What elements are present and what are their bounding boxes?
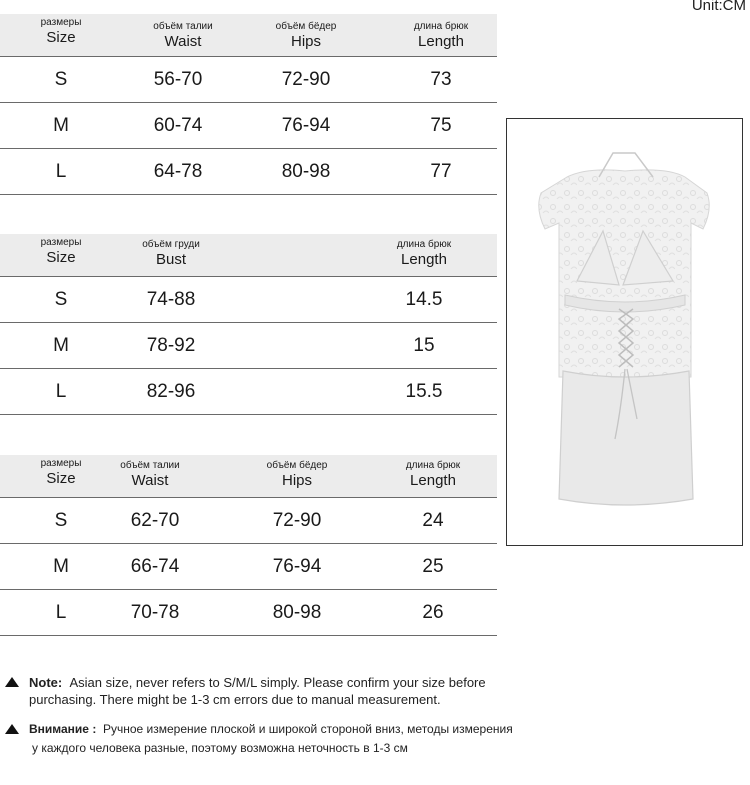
header-size [41, 234, 82, 267]
header-ru: размеры [40, 237, 82, 248]
size-cell: L [55, 602, 67, 623]
length-cell: 75 [430, 115, 452, 136]
length-cell: 14.5 [405, 289, 443, 310]
table-row [0, 103, 497, 149]
size-table-1 [0, 14, 497, 195]
table-row [0, 276, 497, 323]
header-ru: размеры [40, 458, 82, 469]
note-line-1 [5, 674, 515, 691]
header-en: Size [46, 29, 76, 46]
triangle-icon [5, 677, 19, 687]
table-header [0, 234, 497, 276]
bust-cell: 78-92 [146, 335, 196, 356]
waist-cell: 70-78 [130, 602, 180, 623]
table-header [0, 455, 497, 497]
header-bust [142, 234, 200, 269]
length-cell: 26 [422, 602, 444, 623]
size-cell: M [53, 335, 69, 356]
product-image [506, 118, 743, 546]
header-en: Length [410, 472, 456, 489]
note-text: Asian size, never refers to S/M/L simply. Please confirm your size before [69, 675, 486, 690]
bust-cell: 74-88 [146, 289, 196, 310]
note-line-2: у каждого человека разные, поэтому возможна неточность в 1-3 см [32, 741, 408, 755]
header-size [41, 14, 82, 47]
size-cell: M [53, 115, 69, 136]
size-cell: L [55, 381, 67, 402]
waist-cell: 66-74 [130, 556, 180, 577]
size-table-3 [0, 455, 497, 636]
header-en: Hips [281, 472, 313, 489]
note-line-2: purchasing. There might be 1-3 cm errors due to manual measurement. [29, 692, 441, 707]
length-cell: 73 [430, 69, 452, 90]
size-cell: M [53, 556, 69, 577]
waist-cell: 64-78 [153, 161, 203, 182]
header-en: Size [46, 249, 76, 266]
note-russian [5, 721, 525, 757]
header-ru: объём груди [142, 239, 200, 250]
note-label: Note: [29, 675, 63, 690]
hips-cell: 76-94 [272, 556, 322, 577]
table-row [0, 323, 497, 369]
size-cell: S [54, 69, 68, 90]
header-en: Waist [164, 33, 202, 50]
waist-cell: 56-70 [153, 69, 203, 90]
hips-cell: 72-90 [272, 510, 322, 531]
length-cell: 24 [422, 510, 444, 531]
hips-cell: 80-98 [281, 161, 331, 182]
table-row [0, 590, 497, 636]
header-ru: длина брюк [396, 239, 452, 250]
header-en: Waist [131, 472, 169, 489]
hips-cell: 80-98 [272, 602, 322, 623]
hips-cell: 76-94 [281, 115, 331, 136]
size-cell: L [55, 161, 67, 182]
hips-cell: 72-90 [281, 69, 331, 90]
header-ru: длина брюк [413, 21, 469, 32]
header-waist [153, 14, 212, 51]
table-row [0, 149, 497, 195]
header-length [406, 455, 460, 490]
header-hips [267, 455, 328, 490]
table-header [0, 14, 497, 56]
header-en: Bust [155, 251, 187, 268]
header-en: Length [401, 251, 447, 268]
header-ru: объём талии [153, 21, 213, 32]
header-length [397, 234, 451, 269]
size-cell: S [54, 510, 68, 531]
header-ru: размеры [40, 17, 82, 28]
note-english [5, 674, 515, 708]
triangle-icon [5, 724, 19, 734]
table-row [0, 56, 497, 103]
header-ru: объём бёдер [275, 21, 337, 32]
table-row [0, 544, 497, 590]
header-size [41, 455, 82, 488]
note-label: Внимание : [29, 722, 97, 736]
header-ru: длина брюк [405, 460, 461, 471]
dress-illustration [507, 119, 742, 545]
header-length [414, 14, 468, 51]
unit-label: Unit:CM [691, 0, 746, 14]
table-row [0, 497, 497, 544]
table-row [0, 369, 497, 415]
header-en: Hips [290, 33, 322, 50]
bust-cell: 82-96 [146, 381, 196, 402]
size-table-2 [0, 234, 497, 415]
header-ru: объём бёдер [266, 460, 328, 471]
size-cell: S [54, 289, 68, 310]
header-ru: объём талии [120, 460, 180, 471]
waist-cell: 62-70 [130, 510, 180, 531]
note-line-1 [5, 721, 525, 738]
waist-cell: 60-74 [153, 115, 203, 136]
header-hips [276, 14, 337, 51]
header-en: Length [418, 33, 464, 50]
length-cell: 25 [422, 556, 444, 577]
note-text: Ручное измерение плоской и широкой стороной вниз, методы измерения [102, 722, 513, 736]
length-cell: 15 [413, 335, 435, 356]
header-en: Size [46, 470, 76, 487]
length-cell: 77 [430, 161, 452, 182]
length-cell: 15.5 [405, 381, 443, 402]
header-waist [120, 455, 179, 490]
